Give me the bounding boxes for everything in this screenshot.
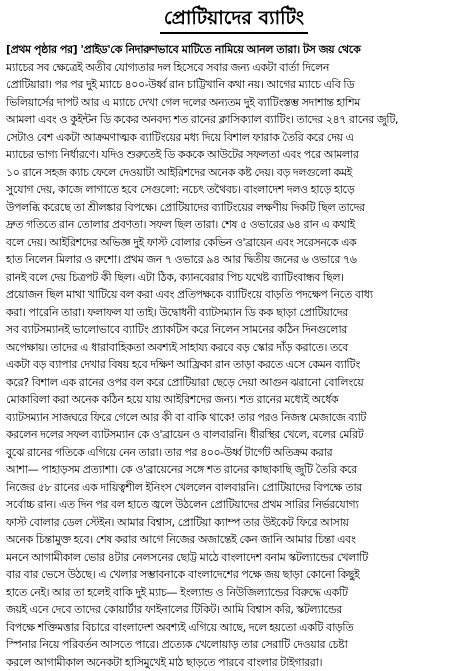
- article-line: সুযোগ দেয়, কাজে লাগাতে হবে সেগুলো: নচেৎ তথৈবচ। বাংলাদেশ দলও হাড়ে হাড়ে: [6, 181, 462, 199]
- article-line: দ্রুত গতিতে রান তোলার প্রবণতা। সফল ছিল তারা। শেষ ৫ ওভারের ৬৪ রান এ কথাই: [6, 216, 462, 234]
- article-body: [6, 41, 462, 649]
- article-line: আমলা এবং ও কুইন্টন ডি ককের অনবদ্য শত রানের ক্লাসিক্যাল ব্যাটিং। তাদের ২৪৭ রানের জুটি,: [6, 111, 462, 129]
- article-line: মোকাবিলা করা অনেক কঠিন হয়ে যায় আইরিশদের জন্য। শত রানের মধ্যেই অর্ধেক: [6, 391, 462, 409]
- article-line: ফাস্ট বোলার ডেল স্টেইন। আমার বিশ্বাস, প্রোটিয়া ক্যাম্প তার উইকেট ফিরে আসায়: [6, 514, 462, 532]
- article-line: বলে দেয়। আইরিশদের অভিজ্ঞ দুই ফাস্ট বোলার কেভিন ও'ব্রায়েন এবং সরেসনকে এক: [6, 234, 462, 252]
- article-line: প্রয়োজন ছিল মাথা খাটিয়ে বল করা এবং প্রতিপক্ষকে ব্যাটিংয়ে বাড়তি পদক্ষেপ নিতে বাধ্য: [6, 286, 462, 304]
- article-line: উপলব্ধি করেছে তা শ্রীলঙ্কার বিপক্ষে। প্রোটিয়াদের ব্যাটিংয়ের লক্ষণীয় দিকটি ছিল তাদের: [6, 199, 462, 217]
- article-line: [প্রথম পৃষ্ঠার পর] 'প্রাইড'কে নিদারুণভাবে মাটিতে নামিয়ে আনল তারা। টস জয় থেকে: [6, 41, 462, 59]
- article-line: প্রোটিয়ারা। পর পর দুই ম্যাচে ৪০০-উর্ধ্ব রান চাট্টিখানি কথা নয়। আগের ম্যাচে এবি ডি: [6, 76, 462, 94]
- headline: প্রোটিয়াদের ব্যাটিং: [160, 6, 308, 34]
- article-line: করলে আগামীকাল অনেকটা হাসিমুখেই মাঠ ছাড়তে পারবে বাংলার টাইগাররা।: [6, 654, 462, 671]
- article-line: বুঝে রানের গতিকে এগিয়ে নেন তারা। তার পর ৪০০-উর্ধ্ব টার্গেট অতিক্রম করার: [6, 444, 462, 462]
- article-line: ম্যাচের সব ক্ষেত্রেই অতীব যোগ্যতার দল হিসেবে সবার জন্য একটা বার্তা দিলেন: [6, 59, 462, 77]
- article-line: করা। পারেনি তারা। ফলাফল যা তাই। উদ্বোধনী ব্যাটসম্যান ডি কক ছাড়া প্রোটিয়াদের: [6, 304, 462, 322]
- article-line: ভিলিয়ার্সের দাপট আর এ ম্যাচে দেখা গেল দলের অন্যতম দুই ব্যাটিংস্তম্ভ সদাশান্ত হাশিম: [6, 94, 462, 112]
- article-line: করলেন দলের সফল ব্যাটসম্যান কে ও'ব্রায়েন ও বালবারনি। ধীরস্থির খেলে, বলের মেরিট: [6, 426, 462, 444]
- article-line: ম্যাচের ভাগ্য নির্ধারণে। যদিও শুরুতেই ডি কককে আউটের সফলতা এবং পরে আমলার: [6, 146, 462, 164]
- article-line: সব ব্যাটসম্যানই ভালোভাবে ব্যাটিং প্র্যাকটিস করে নিলেন সামনের কঠিন দিনগুলোর: [6, 321, 462, 339]
- article-line: জয়ই এনে দেবে তাদের কোয়ার্টার ফাইনালের টিকিট। আমি বিশ্বাস করি, স্কটল্যান্ডের: [6, 601, 462, 619]
- article-line: আশা— পাহাড়সম প্রত্যাশা। কে ও'ব্রায়েনের সঙ্গে শত রানের কাছাকাছি জুটি তৈরি করে: [6, 461, 462, 479]
- article-line: বিপক্ষে শক্তিমত্তার বিচারে বাংলাদেশ অবশ্যই এগিয়ে আছে, দলে হয়তো একটি বাড়তি: [6, 619, 462, 637]
- article-line: হাত নিলেন মিলার ও রুশো। প্রথম জন ৭ ওভারে ৯৪ আর দ্বিতীয় জনের ৬ ওভারে ৭৬: [6, 251, 462, 269]
- article-line: নিজের ৫৮ রানের এক দায়িত্বশীল ইনিংস খেললেন বালবারনি। প্রোটিয়াদের বিপক্ষে তার: [6, 479, 462, 497]
- article-line: সেটাও বেশ একটা আক্রমণাত্মক ব্যাটিংয়ের মধ্য দিয়ে বিশাল ফারাক তৈরি করে দেয় এ: [6, 129, 462, 147]
- article-line: বার বার ভেসে উঠছে। এ খেলার সম্ভাবনাকে বাংলাদেশের পক্ষে জয় ছাড়া কোনো কিছুই: [6, 566, 462, 584]
- article-line: মননে আগামীকাল ভোর ৪টার নেলসনের ছোট্ট মাঠে বাংলাদেশ বনাম স্কটল্যান্ডের খেলাটি: [6, 549, 462, 567]
- article-line: অপেক্ষায়। তাদের এ ধারাবাহিকতা অবশ্যই সাহায্য করবে বড় স্কোর দাঁড় করাতে। তবে: [6, 339, 462, 357]
- article-line: ব্যাটসম্যান সাজঘরে ফিরে গেলে আর কী বা বাকি থাকে! তার পরও নিজস্ব মেজাজে ব্যাট: [6, 409, 462, 427]
- article-line: অনেক চিন্তামুক্ত হবে। শেষ করার আগে নিজের অজান্তেই কেন জানি আমার চিন্তা এবং: [6, 531, 462, 549]
- article-line: একটা বড় ব্যাপার দেখার বিষয় হবে দক্ষিণ আফ্রিকা রান তাড়া করতে এসে কেমন ব্যাটিং: [6, 356, 462, 374]
- article-line: স্পিনার নিয়ে পরিবর্তন আসতে পারে। প্রত্যেক খেলোয়াড় তার সেরাটি দেওয়ার চেষ্টা: [6, 636, 462, 654]
- article-line: সর্বোচ্চ রান। এত দিন পর বল হাতে জ্বলে উঠলেন প্রোটিয়াদের প্রথম সারির নির্ভরযোগ্য: [6, 496, 462, 514]
- article-line: রানই বলে দেয় চিত্রপট কী ছিল। এটা ঠিক, ক্যানবেরার পিচ যথেষ্ট ব্যাটিংবান্ধব ছিল।: [6, 269, 462, 287]
- article-line: করে? বিশাল এক রানের ওপর বল করে প্রোটিয়ারা ছেড়ে দেয়া আগুন ঝরানো বোলিংয়ে: [6, 374, 462, 392]
- article-line: হাতে নেই। আর তা হলেই বাকি দুই ম্যাচ— ইংল্যান্ড ও নিউজিল্যান্ডের বিরুদ্ধে একটি: [6, 584, 462, 602]
- headline-container: [0, 6, 468, 34]
- article-line: ১০ রানে সহজ ক্যাচ ফেলে দেওয়াটা আইরিশদের অনেক কষ্ট দেয়। বড় দলগুলো কমই: [6, 164, 462, 182]
